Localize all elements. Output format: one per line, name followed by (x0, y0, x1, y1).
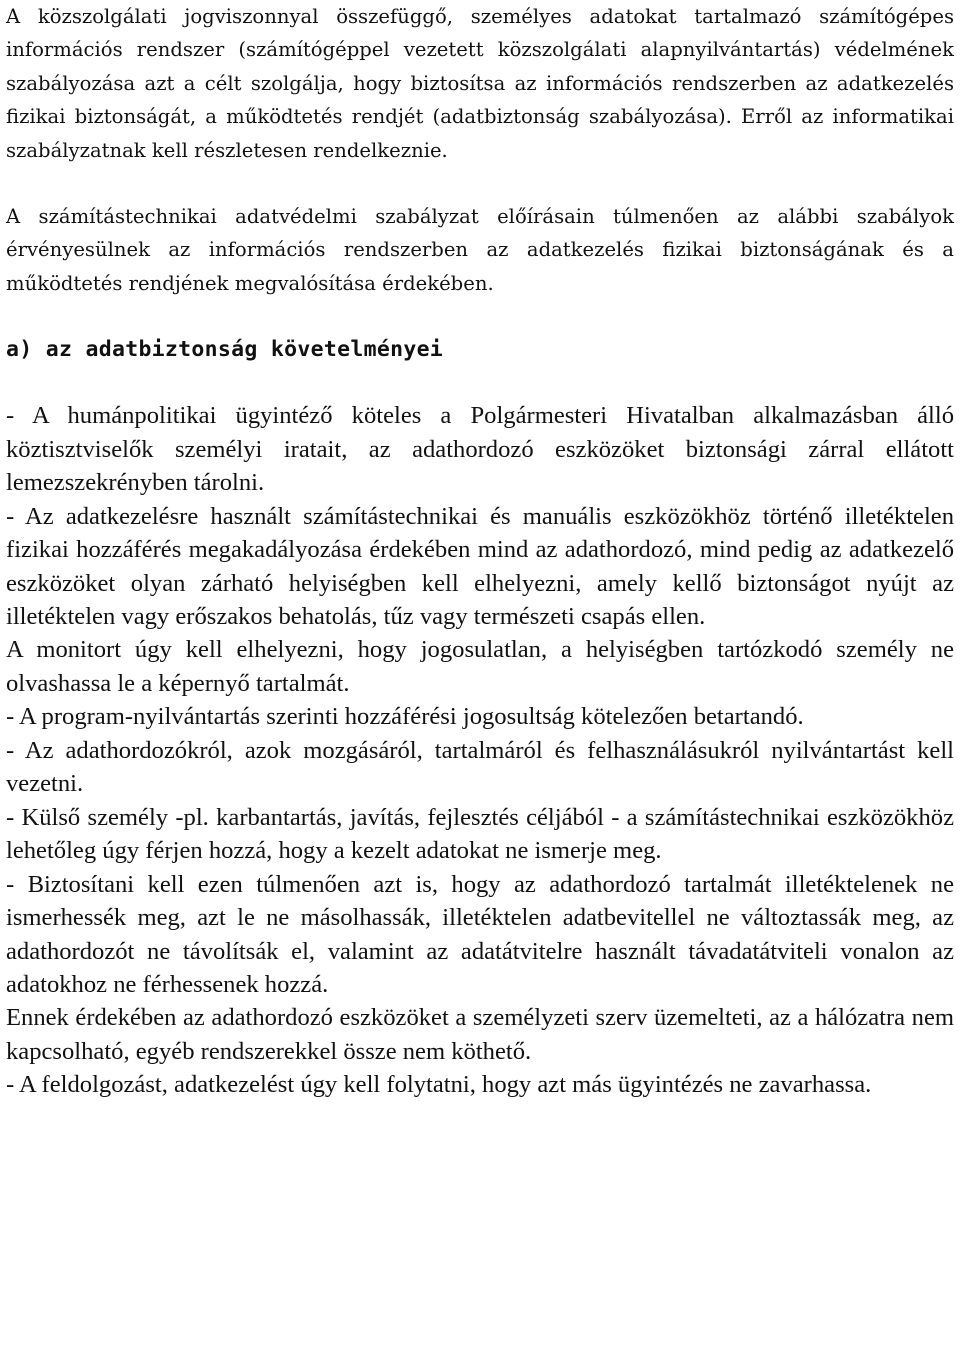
rule-item: Ennek érdekében az adathordozó eszközöket a személyzeti szerv üzemelteti, az a hálózatra nem kapcsolható, egyéb rendszerekkel össze nem köthető. (6, 1004, 954, 1065)
rule-item: - A feldolgozást, adatkezelést úgy kell folytatni, hogy azt más ügyintézés ne zavarhassa. (6, 1071, 872, 1099)
document-page (6, 0, 954, 1102)
rule-item: - Az adathordozókról, azok mozgásáról, tartalmáról és felhasználásukról nyilvántartást kell vezetni. (6, 736, 954, 798)
rule-item: - Az adatkezelésre használt számítástechnikai és manuális eszközökhöz történő illetéktelen fizikai hozzáférés megakadályozása érdekében mind az adathordozó, mind pedig az adatkezelő eszközöket olyan zárható helyiségben kell elhelyezni, amely kellő biztonságot nyújt az illetéktelen vagy erőszakos behatolás, tűz vagy természeti csapás ellen. (6, 502, 954, 630)
intro-paragraph-2: A számítástechnikai adatvédelmi szabályzat előírásain túlmenően az alábbi szabályok érvényesülnek az információs rendszerben az adatkezelés fizikai biztonságának és a működtetés rendjének megvalósítása érdekében. (6, 205, 954, 295)
rule-item: - Biztosítani kell ezen túlmenően azt is, hogy az adathordozó tartalmát illetéktelenek ne ismerhessék meg, azt le ne másolhassák, illetéktelen adatbevitellel ne változtassák meg, az adathordozót ne távolítsák el, valamint az adatátvitelre használt távadatátviteli vonalon az adatokhoz ne férhessenek hozzá. (6, 870, 954, 998)
rule-item: - Külső személy -pl. karbantartás, javítás, fejlesztés céljából - a számítástechnikai eszközökhöz lehetőleg úgy férjen hozzá, hogy a kezelt adatokat ne ismerje meg. (6, 803, 954, 865)
rule-item: - A humánpolitikai ügyintéző köteles a Polgármesteri Hivatalban alkalmazásban álló köztisztviselők személyi iratait, az adathordozó eszközöket biztonsági zárral ellátott lemezszekrényben tárolni. (6, 402, 954, 497)
rule-item: - A program-nyilvántartás szerinti hozzáférési jogosultság kötelezően betartandó. (6, 703, 804, 731)
section-heading: a) az adatbiztonság követelményei (6, 337, 444, 363)
rules-list (6, 399, 954, 1102)
intro-paragraph-1: A közszolgálati jogviszonnyal összefüggő, személyes adatokat tartalmazó számítógépes információs rendszer (számítógéppel vezetett közszolgálati alapnyilvántartás) védelmének szabályozása azt a célt szolgálja, hogy biztosítsa az információs rendszerben az adatkezelés fizikai biztonságát, a működtetés rendjét (adatbiztonság szabályozása). Erről az informatikai szabályzatnak kell részletesen rendelkeznie. (6, 5, 954, 162)
rule-item: A monitort úgy kell elhelyezni, hogy jogosulatlan, a helyiségben tartózkodó személy ne olvashassa le a képernyő tartalmát. (6, 636, 954, 697)
